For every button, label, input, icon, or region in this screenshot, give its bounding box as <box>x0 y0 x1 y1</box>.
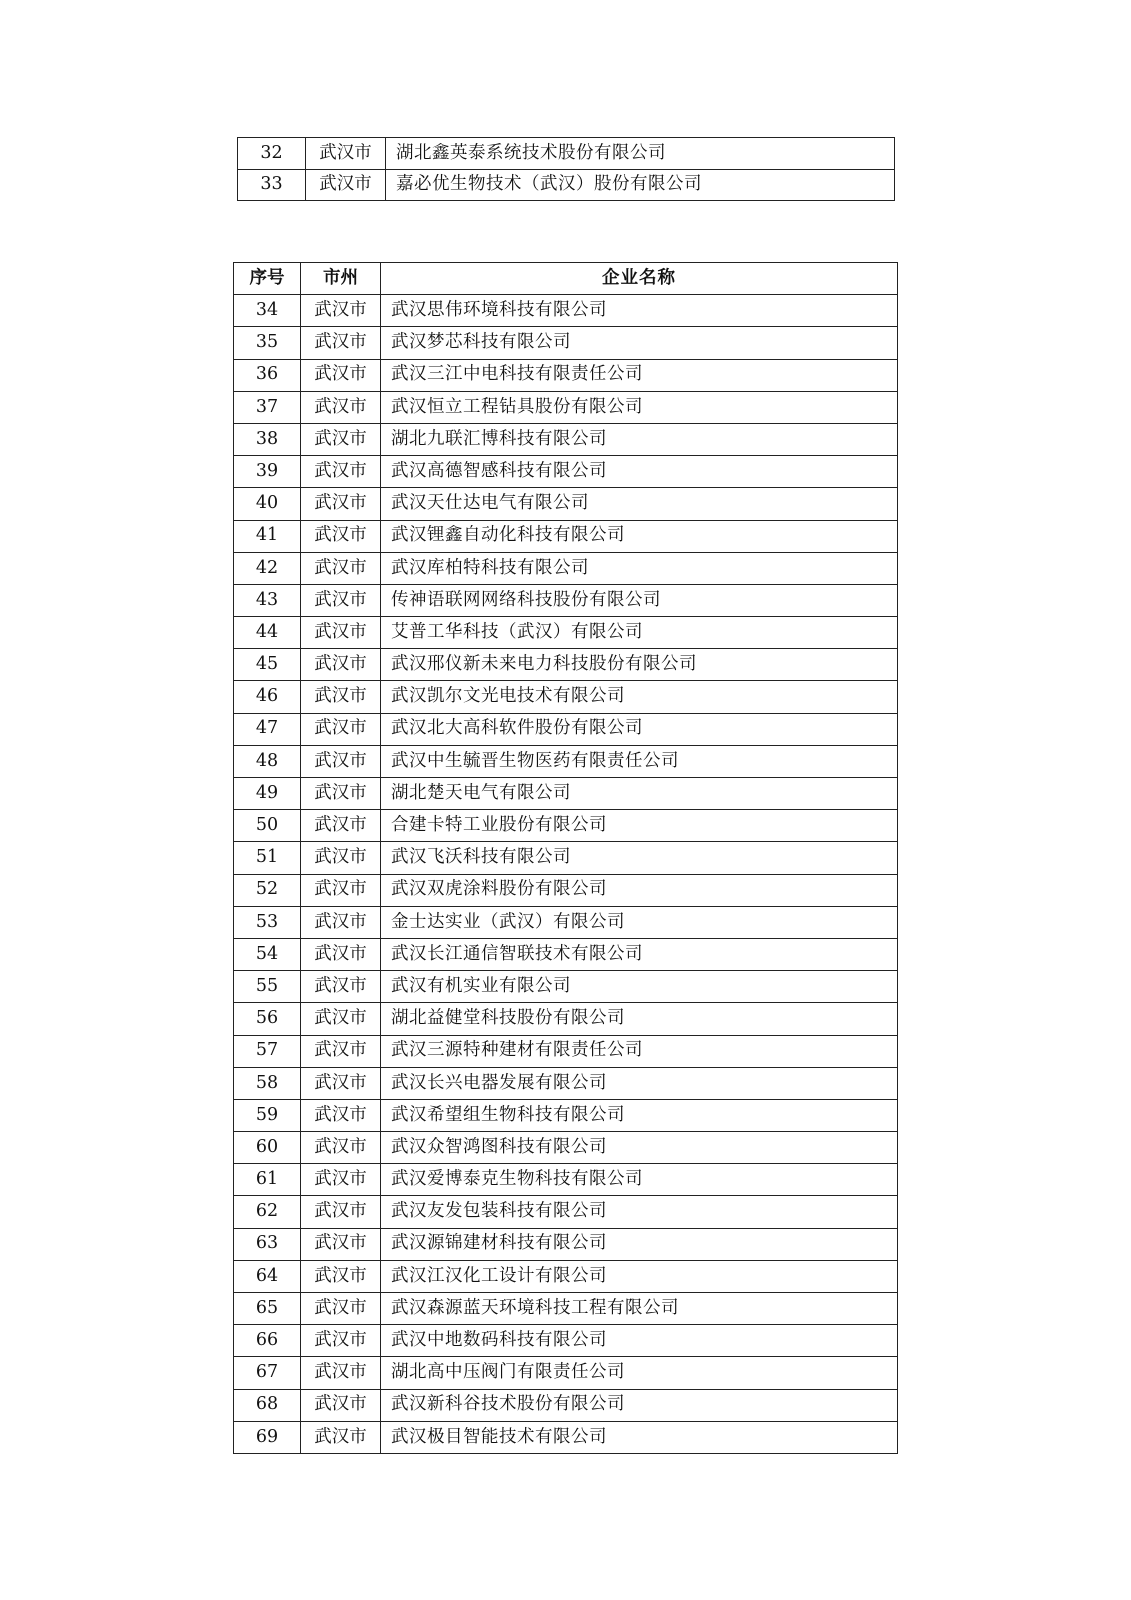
row-city: 武汉市 <box>301 906 381 938</box>
table-row <box>234 1389 898 1421</box>
row-city: 武汉市 <box>301 391 381 423</box>
enterprise-table <box>233 262 898 1454</box>
row-number: 57 <box>234 1035 301 1067</box>
row-city: 武汉市 <box>301 1260 381 1292</box>
row-company-name: 合建卡特工业股份有限公司 <box>381 810 898 842</box>
row-number: 42 <box>234 552 301 584</box>
table-row <box>234 649 898 681</box>
row-company-name: 武汉江汉化工设计有限公司 <box>381 1260 898 1292</box>
row-number: 60 <box>234 1132 301 1164</box>
row-city: 武汉市 <box>301 327 381 359</box>
row-company-name: 武汉高德智感科技有限公司 <box>381 456 898 488</box>
row-number: 58 <box>234 1067 301 1099</box>
row-number: 65 <box>234 1293 301 1325</box>
table-row <box>234 971 898 1003</box>
table-row <box>234 1067 898 1099</box>
table-row <box>234 1132 898 1164</box>
row-city: 武汉市 <box>301 1003 381 1035</box>
row-company-name: 武汉希望组生物科技有限公司 <box>381 1099 898 1131</box>
row-number: 54 <box>234 938 301 970</box>
row-number: 55 <box>234 971 301 1003</box>
row-city: 武汉市 <box>301 1228 381 1260</box>
row-number: 61 <box>234 1164 301 1196</box>
row-city: 武汉市 <box>301 1132 381 1164</box>
table-row <box>234 1003 898 1035</box>
table-row <box>234 359 898 391</box>
row-city: 武汉市 <box>301 456 381 488</box>
row-company-name: 武汉邢仪新未来电力科技股份有限公司 <box>381 649 898 681</box>
row-city: 武汉市 <box>301 938 381 970</box>
row-number: 68 <box>234 1389 301 1421</box>
table-row <box>234 874 898 906</box>
continued-table-body <box>238 138 895 201</box>
row-city: 武汉市 <box>306 169 386 201</box>
row-city: 武汉市 <box>301 842 381 874</box>
row-company-name: 武汉三江中电科技有限责任公司 <box>381 359 898 391</box>
table-row <box>234 327 898 359</box>
header-number: 序号 <box>234 263 301 295</box>
table-row <box>234 1099 898 1131</box>
row-number: 39 <box>234 456 301 488</box>
row-city: 武汉市 <box>301 874 381 906</box>
row-city: 武汉市 <box>301 745 381 777</box>
row-company-name: 武汉恒立工程钻具股份有限公司 <box>381 391 898 423</box>
row-number: 38 <box>234 423 301 455</box>
row-city: 武汉市 <box>301 423 381 455</box>
row-number: 67 <box>234 1357 301 1389</box>
row-number: 52 <box>234 874 301 906</box>
row-company-name: 武汉极目智能技术有限公司 <box>381 1421 898 1453</box>
row-city: 武汉市 <box>301 295 381 327</box>
row-company-name: 武汉天仕达电气有限公司 <box>381 488 898 520</box>
table-row <box>234 938 898 970</box>
row-city: 武汉市 <box>301 1389 381 1421</box>
row-city: 武汉市 <box>301 681 381 713</box>
row-company-name: 湖北鑫英泰系统技术股份有限公司 <box>386 138 895 170</box>
row-company-name: 武汉有机实业有限公司 <box>381 971 898 1003</box>
table-row <box>238 169 895 201</box>
row-number: 63 <box>234 1228 301 1260</box>
row-company-name: 武汉长兴电器发展有限公司 <box>381 1067 898 1099</box>
row-number: 46 <box>234 681 301 713</box>
row-company-name: 湖北益健堂科技股份有限公司 <box>381 1003 898 1035</box>
row-number: 62 <box>234 1196 301 1228</box>
row-number: 47 <box>234 713 301 745</box>
row-company-name: 武汉爱博泰克生物科技有限公司 <box>381 1164 898 1196</box>
row-number: 43 <box>234 584 301 616</box>
row-number: 56 <box>234 1003 301 1035</box>
table-row <box>234 1035 898 1067</box>
table-row <box>234 1293 898 1325</box>
row-city: 武汉市 <box>301 1421 381 1453</box>
row-number: 36 <box>234 359 301 391</box>
table-row <box>234 423 898 455</box>
row-number: 53 <box>234 906 301 938</box>
row-number: 69 <box>234 1421 301 1453</box>
table-row <box>238 138 895 170</box>
row-city: 武汉市 <box>301 810 381 842</box>
row-company-name: 武汉梦芯科技有限公司 <box>381 327 898 359</box>
row-company-name: 武汉锂鑫自动化科技有限公司 <box>381 520 898 552</box>
row-number: 32 <box>238 138 306 170</box>
row-company-name: 武汉中地数码科技有限公司 <box>381 1325 898 1357</box>
row-number: 44 <box>234 617 301 649</box>
table-row <box>234 1260 898 1292</box>
row-number: 34 <box>234 295 301 327</box>
row-number: 41 <box>234 520 301 552</box>
row-city: 武汉市 <box>301 1293 381 1325</box>
row-company-name: 湖北九联汇博科技有限公司 <box>381 423 898 455</box>
row-city: 武汉市 <box>301 1035 381 1067</box>
row-company-name: 武汉众智鸿图科技有限公司 <box>381 1132 898 1164</box>
row-city: 武汉市 <box>301 778 381 810</box>
table-row <box>234 1357 898 1389</box>
enterprise-table-body <box>234 295 898 1454</box>
row-number: 66 <box>234 1325 301 1357</box>
row-company-name: 金士达实业（武汉）有限公司 <box>381 906 898 938</box>
row-company-name: 武汉飞沃科技有限公司 <box>381 842 898 874</box>
table-row <box>234 681 898 713</box>
row-company-name: 武汉源锦建材科技有限公司 <box>381 1228 898 1260</box>
row-company-name: 湖北楚天电气有限公司 <box>381 778 898 810</box>
row-city: 武汉市 <box>301 617 381 649</box>
continued-table <box>237 137 895 201</box>
row-company-name: 嘉必优生物技术（武汉）股份有限公司 <box>386 169 895 201</box>
table-row <box>234 778 898 810</box>
row-number: 48 <box>234 745 301 777</box>
row-company-name: 武汉长江通信智联技术有限公司 <box>381 938 898 970</box>
row-city: 武汉市 <box>301 584 381 616</box>
row-company-name: 传神语联网网络科技股份有限公司 <box>381 584 898 616</box>
row-company-name: 武汉友发包装科技有限公司 <box>381 1196 898 1228</box>
table-header-row <box>234 263 898 295</box>
row-city: 武汉市 <box>301 1099 381 1131</box>
row-company-name: 武汉凯尔文光电技术有限公司 <box>381 681 898 713</box>
table-row <box>234 456 898 488</box>
row-company-name: 艾普工华科技（武汉）有限公司 <box>381 617 898 649</box>
row-city: 武汉市 <box>301 520 381 552</box>
row-city: 武汉市 <box>301 552 381 584</box>
row-city: 武汉市 <box>301 1164 381 1196</box>
row-city: 武汉市 <box>301 359 381 391</box>
row-city: 武汉市 <box>306 138 386 170</box>
table-row <box>234 488 898 520</box>
row-city: 武汉市 <box>301 971 381 1003</box>
row-city: 武汉市 <box>301 649 381 681</box>
row-number: 35 <box>234 327 301 359</box>
row-company-name: 武汉北大高科软件股份有限公司 <box>381 713 898 745</box>
row-number: 33 <box>238 169 306 201</box>
table-row <box>234 584 898 616</box>
row-number: 64 <box>234 1260 301 1292</box>
row-company-name: 武汉中生毓晋生物医药有限责任公司 <box>381 745 898 777</box>
row-city: 武汉市 <box>301 713 381 745</box>
table-row <box>234 713 898 745</box>
table-row <box>234 1228 898 1260</box>
row-city: 武汉市 <box>301 1357 381 1389</box>
table-row <box>234 1196 898 1228</box>
table-row <box>234 391 898 423</box>
table-row <box>234 810 898 842</box>
row-number: 49 <box>234 778 301 810</box>
table-row <box>234 1164 898 1196</box>
row-company-name: 武汉思伟环境科技有限公司 <box>381 295 898 327</box>
row-company-name: 武汉森源蓝天环境科技工程有限公司 <box>381 1293 898 1325</box>
row-city: 武汉市 <box>301 1325 381 1357</box>
row-number: 50 <box>234 810 301 842</box>
table-row <box>234 295 898 327</box>
header-company-name: 企业名称 <box>381 263 898 295</box>
row-number: 45 <box>234 649 301 681</box>
row-company-name: 湖北高中压阀门有限责任公司 <box>381 1357 898 1389</box>
row-number: 51 <box>234 842 301 874</box>
table-row <box>234 745 898 777</box>
table-row <box>234 617 898 649</box>
row-company-name: 武汉双虎涂料股份有限公司 <box>381 874 898 906</box>
row-number: 40 <box>234 488 301 520</box>
table-row <box>234 520 898 552</box>
table-row <box>234 1325 898 1357</box>
table-row <box>234 842 898 874</box>
row-city: 武汉市 <box>301 1196 381 1228</box>
row-company-name: 武汉新科谷技术股份有限公司 <box>381 1389 898 1421</box>
row-number: 59 <box>234 1099 301 1131</box>
header-city: 市州 <box>301 263 381 295</box>
row-company-name: 武汉库柏特科技有限公司 <box>381 552 898 584</box>
row-city: 武汉市 <box>301 488 381 520</box>
table-row <box>234 1421 898 1453</box>
row-number: 37 <box>234 391 301 423</box>
table-row <box>234 552 898 584</box>
table-row <box>234 906 898 938</box>
row-city: 武汉市 <box>301 1067 381 1099</box>
row-company-name: 武汉三源特种建材有限责任公司 <box>381 1035 898 1067</box>
